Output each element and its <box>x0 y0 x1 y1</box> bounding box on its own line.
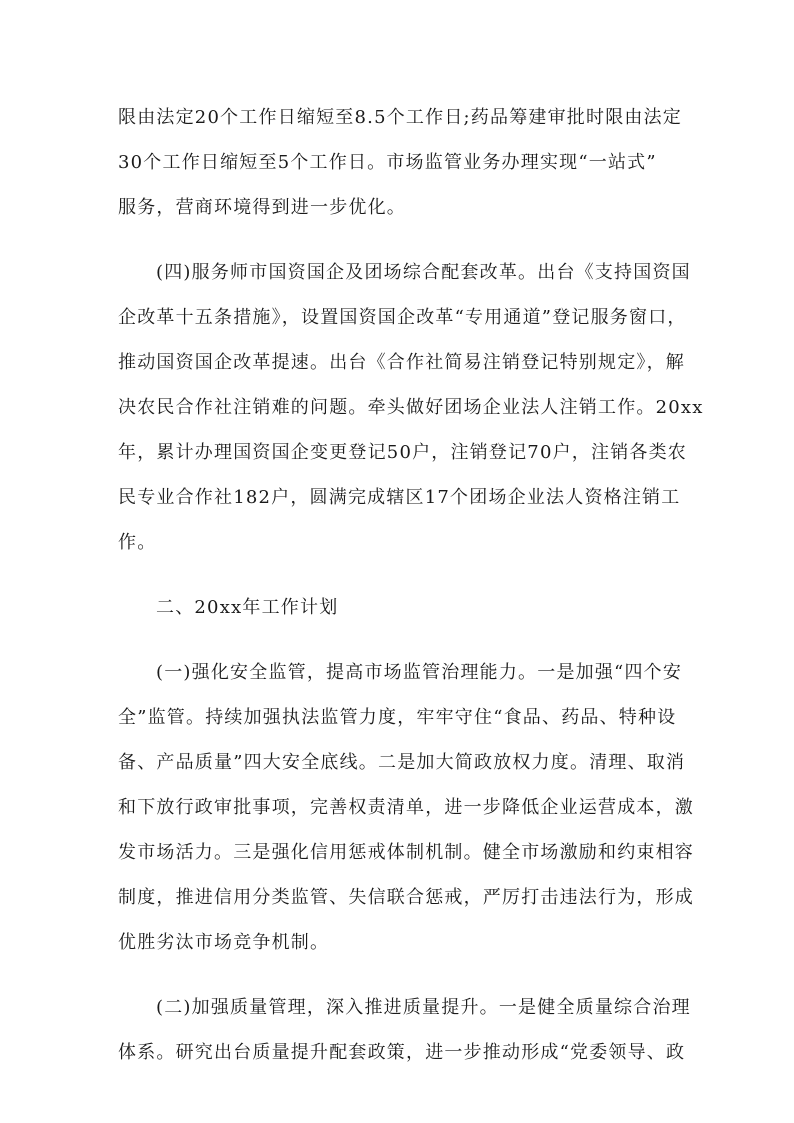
paragraph-gap <box>118 565 678 585</box>
text-line: (一)强化安全监管，提高市场监管治理能力。一是加强“四个安 <box>156 662 683 683</box>
text-line: 推动国资国企改革提速。出台《合作社简易注销登记特别规定》，解 <box>118 352 685 373</box>
text-line: 服务，营商环境得到进一步优化。 <box>118 197 406 218</box>
text-line: 优胜劣汰市场竞争机制。 <box>118 932 330 953</box>
text-line: 年，累计办理国资国企变更登记50户，注销登记70户，注销各类农 <box>118 442 688 463</box>
text-line: (四)服务师市国资国企及团场综合配套改革。出台《支持国资国 <box>156 262 691 283</box>
paragraph-safety-supervision <box>118 650 694 965</box>
text-line: 限由法定20个工作日缩短至8.5个工作日;药品筹建审批时限由法定 <box>118 107 682 128</box>
text-line: 作。 <box>118 532 157 553</box>
text-line: 30个工作日缩短至5个工作日。市场监管业务办理实现“一站式” <box>118 152 657 173</box>
paragraph-state-enterprise-reform <box>118 250 704 565</box>
text-line: 体系。研究出台质量提升配套政策，进一步推动形成“党委领导、政 <box>118 1042 686 1063</box>
paragraph-gap <box>118 630 678 650</box>
paragraph-gap <box>118 230 678 250</box>
text-line: 和下放行政审批事项，完善权责清单，进一步降低企业运营成本，激 <box>118 797 694 818</box>
document-body <box>118 95 704 1075</box>
paragraph-quality-management <box>118 985 691 1075</box>
text-line: 决农民合作社注销难的问题。牵头做好团场企业法人注销工作。20xx <box>118 397 704 418</box>
paragraph-approval-time-limits <box>118 95 682 230</box>
section-heading-work-plan <box>118 585 678 630</box>
text-line: 备、产品质量”四大安全底线。二是加大简政放权力度。清理、取消 <box>118 752 686 773</box>
text-line: (二)加强质量管理，深入推进质量提升。一是健全质量综合治理 <box>156 997 691 1018</box>
section-heading: 二、20xx年工作计划 <box>156 597 339 618</box>
text-line: 民专业合作社182户，圆满完成辖区17个团场企业法人资格注销工 <box>118 487 681 508</box>
text-line: 企改革十五条措施》，设置国资国企改革“专用通道”登记服务窗口， <box>118 307 687 328</box>
text-line: 全”监管。持续加强执法监管力度，牢牢守住“食品、药品、特种设 <box>118 707 677 728</box>
paragraph-gap <box>118 965 678 985</box>
text-line: 制度，推进信用分类监管、失信联合惩戒，严厉打击违法行为，形成 <box>118 887 694 908</box>
text-line: 发市场活力。三是强化信用惩戒体制机制。健全市场激励和约束相容 <box>118 842 694 863</box>
